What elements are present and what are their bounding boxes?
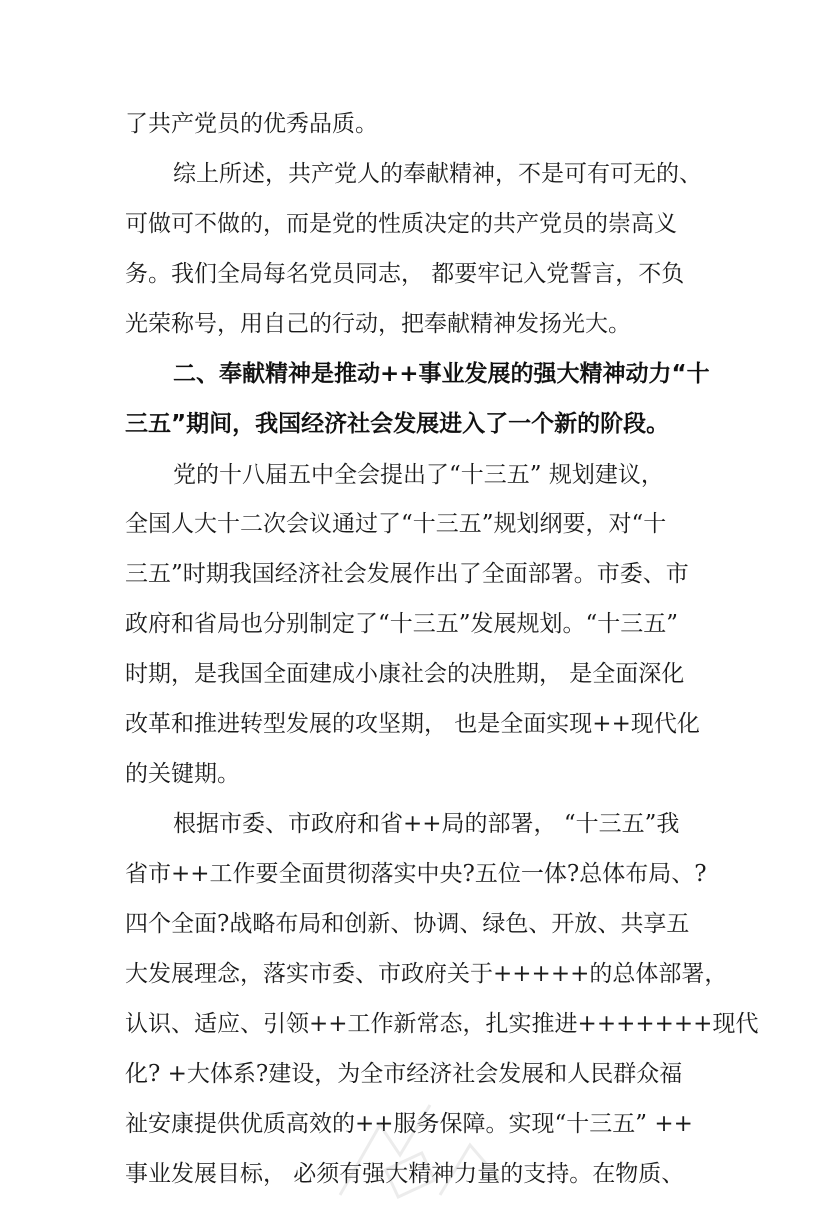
text-line-1: 了共产党员的优秀品质。 bbox=[125, 111, 378, 137]
text-line-14: 的关键期。 bbox=[125, 761, 240, 787]
text-line-5: 光荣称号，用自己的行动，把奉献精神发扬光大。 bbox=[125, 311, 631, 337]
text-line-2: 综上所述，共产党人的奉献精神，不是可有可无的、 bbox=[173, 161, 702, 187]
text-line-15: 根据市委、市政府和省++局的部署， “十三五”我 bbox=[173, 811, 680, 837]
text-line-21: 祉安康提供优质高效的++服务保障。实现“十三五” ++ bbox=[125, 1111, 693, 1137]
watermark-graphic bbox=[320, 1085, 520, 1205]
text-line-8: 党的十八届五中全会提出了“十三五” 规划建议， bbox=[173, 462, 664, 488]
section-heading-line-1: 二、奉献精神是推动++事业发展的强大精神动力“十 bbox=[173, 361, 710, 387]
section-heading-line-2: 三五”期间，我国经济社会发展进入了一个新的阶段。 bbox=[125, 411, 670, 437]
text-line-10: 三五”时期我国经济社会发展作出了全面部署。市委、市 bbox=[125, 561, 689, 587]
text-line-18: 大发展理念，落实市委、市政府关于+++++的总体部署， bbox=[125, 961, 728, 987]
text-line-16: 省市++工作要全面贯彻落实中央?五位一体?总体布局、? bbox=[125, 861, 707, 887]
text-line-19: 认识、适应、引领++工作新常态，扎实推进+++++++现代 bbox=[125, 1011, 759, 1037]
text-line-13: 改革和推进转型发展的攻坚期， 也是全面实现++现代化 bbox=[125, 711, 700, 737]
text-line-12: 时期，是我国全面建成小康社会的决胜期， 是全面深化 bbox=[125, 661, 685, 687]
text-line-20: 化? +大体系?建设，为全市经济社会发展和人民群众福 bbox=[125, 1061, 683, 1087]
text-line-4: 务。我们全局每名党员同志， 都要牢记入党誓言，不负 bbox=[125, 261, 685, 287]
text-line-11: 政府和省局也分别制定了“十三五”发展规划。“十三五” bbox=[125, 611, 679, 637]
text-line-17: 四个全面?战略布局和创新、协调、绿色、开放、共享五 bbox=[125, 911, 690, 937]
text-line-3: 可做可不做的，而是党的性质决定的共产党员的崇高义 bbox=[125, 211, 677, 237]
text-line-9: 全国人大十二次会议通过了“十三五”规划纲要，对“十 bbox=[125, 511, 667, 537]
text-line-22: 事业发展目标， 必须有强大精神力量的支持。在物质、 bbox=[125, 1161, 685, 1187]
